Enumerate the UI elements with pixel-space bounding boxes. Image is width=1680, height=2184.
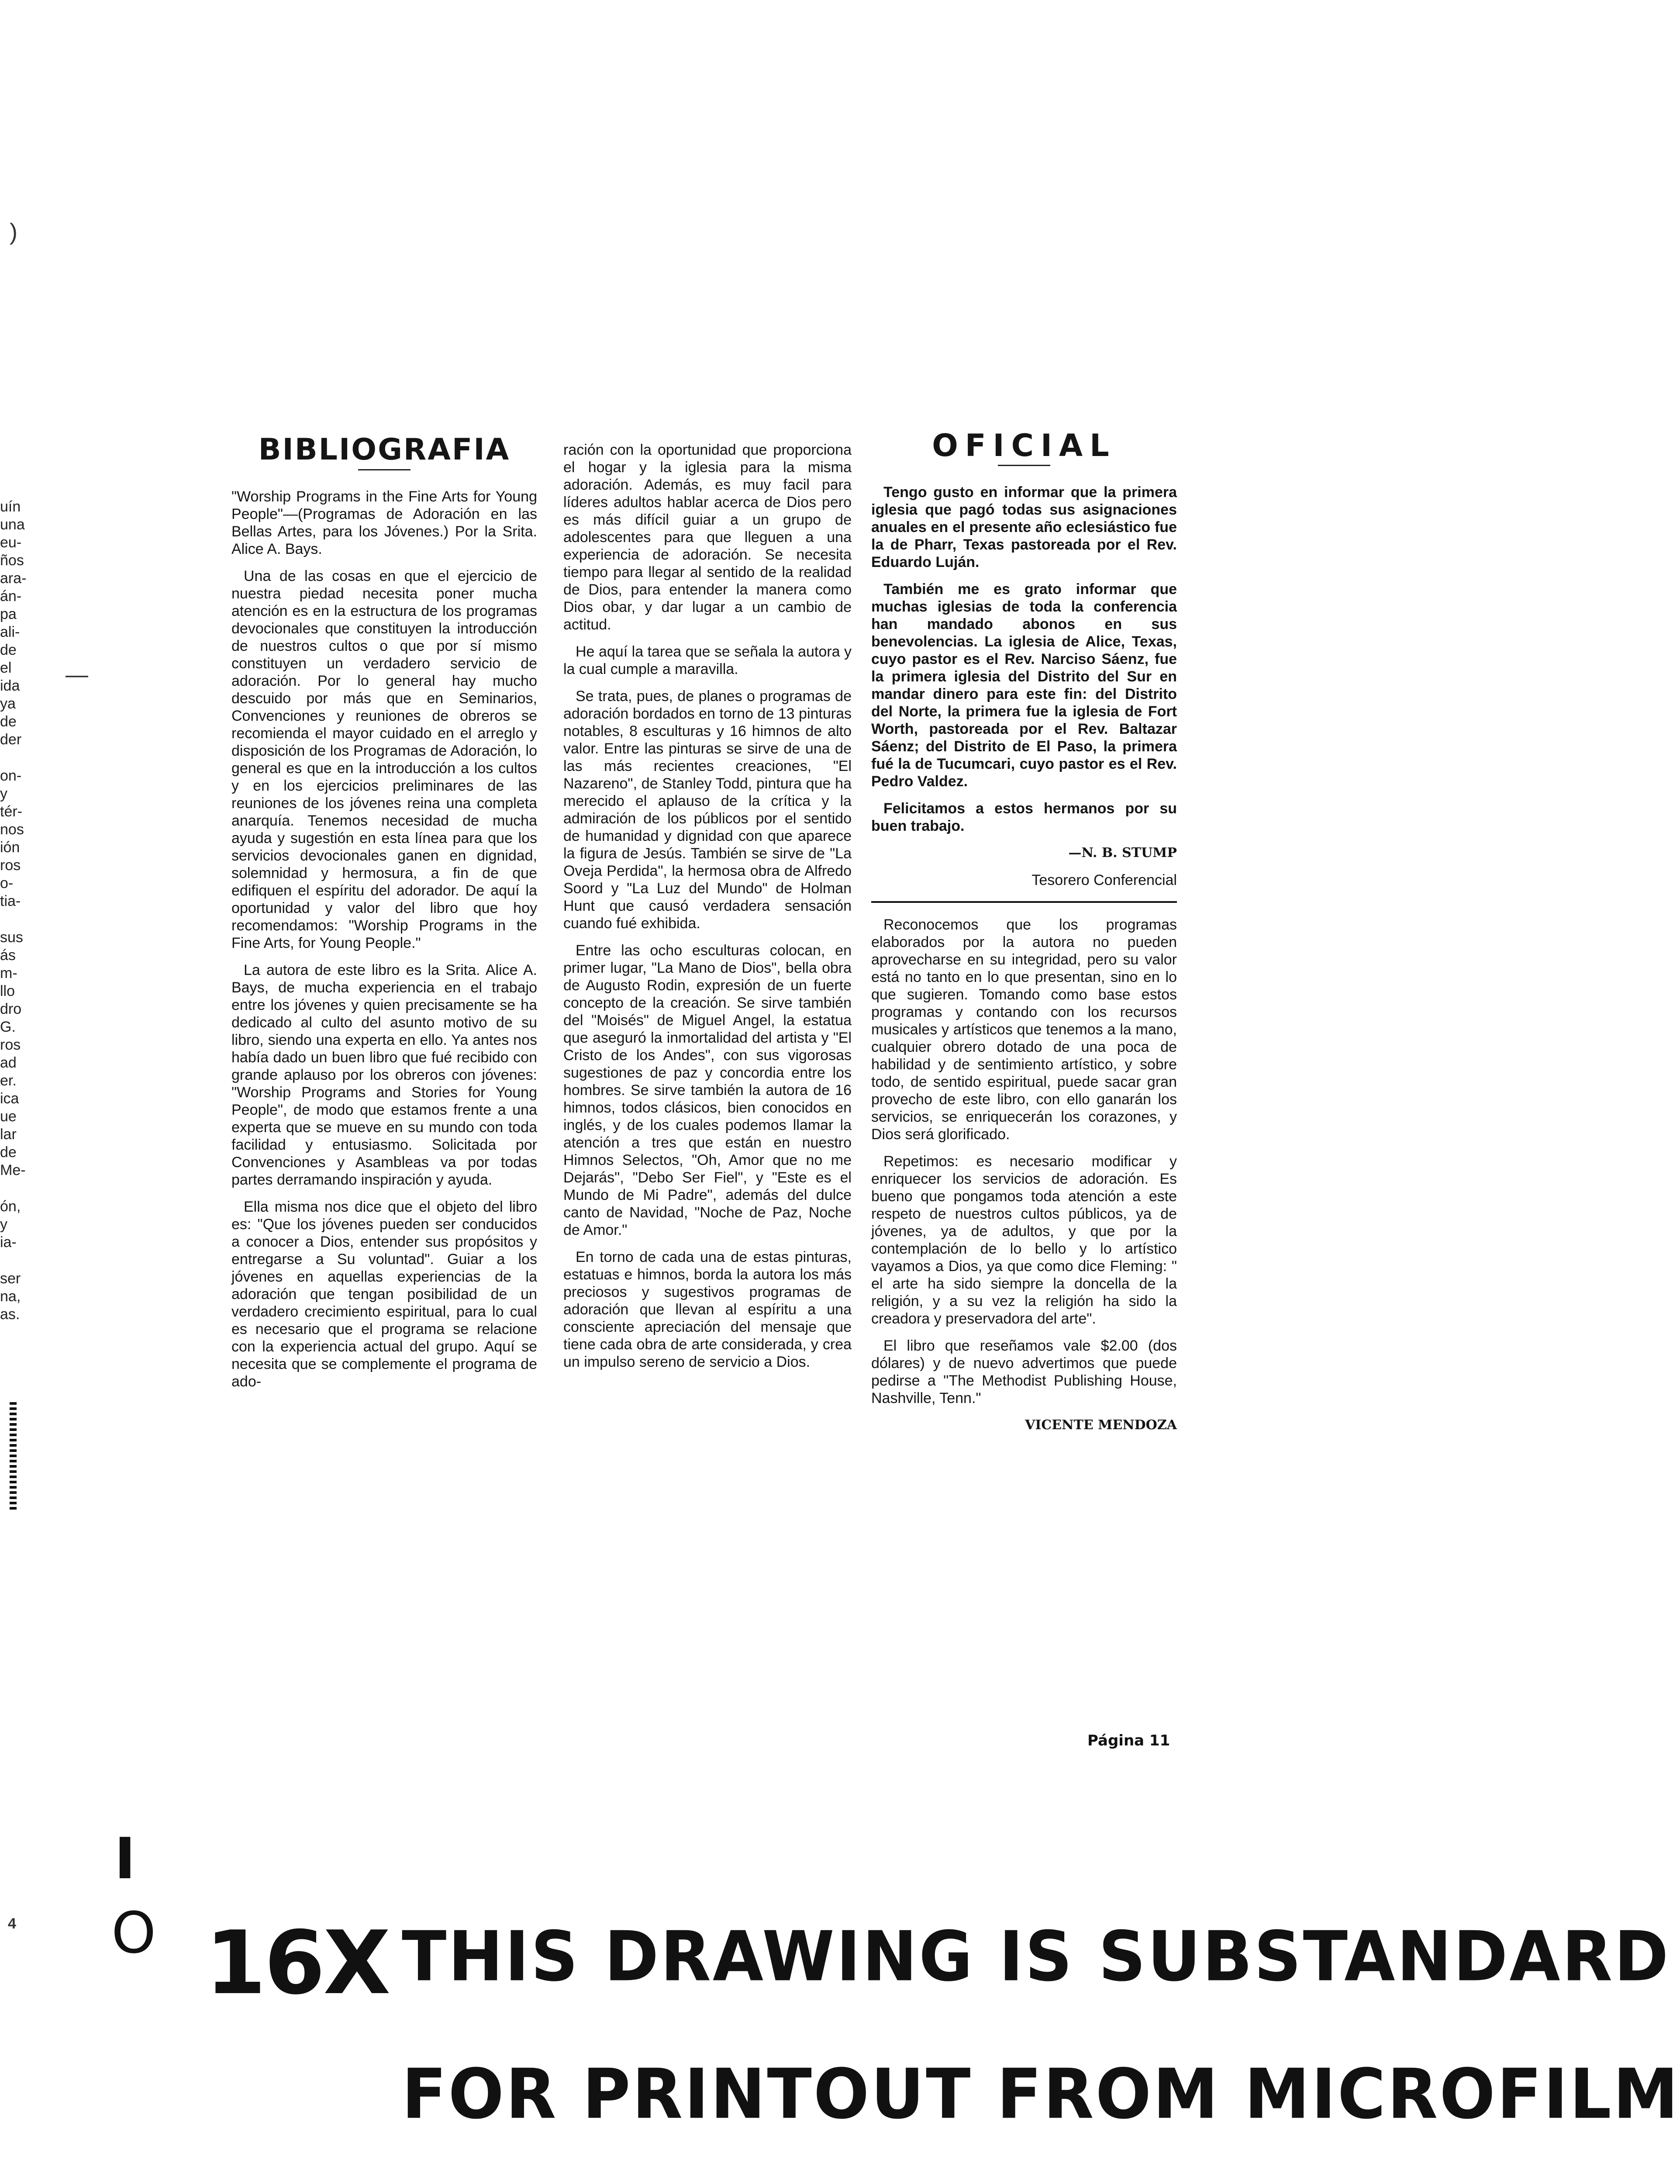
signature-title: Tesorero Conferencial	[1031, 872, 1177, 888]
margin-fragment: án-	[0, 588, 22, 605]
margin-fragment: m-	[0, 965, 17, 981]
article-paragraph: En torno de cada una de estas pinturas, estatuas e himnos, borda la autora los más preciosos y sugestivos programas de adoración que llevan al espíritu a una consciente apreciación del mensaje que tiene cada obra de arte considerada, y crea un impulso sereno de servicio a Dios.	[563, 1249, 852, 1370]
article-paragraph: Ella misma nos dice que el objeto del libro es: "Que los jóvenes pueden ser conducidos a conocer a Dios, entender sus propósitos y entregarse a Su voluntad". Guiar a los jóvenes en aquellas experiencias de la adoración que tengan posibilidad de un verdadero crecimiento espiritual, para lo cual es necesario que el programa se relacione con la experiencia actual del grupo. Aquí se necesita que se complemente el programa de ado-	[231, 1199, 537, 1390]
margin-fragment: na,	[0, 1288, 21, 1305]
margin-fragment: ad	[0, 1054, 17, 1071]
margin-gap	[0, 1251, 48, 1270]
margin-fragment: on-	[0, 767, 22, 784]
margin-fragment: uín	[0, 498, 21, 515]
margin-fragment: llo	[0, 983, 15, 999]
book-citation: "Worship Programs in the Fine Arts for Young People"—(Programas de Adoración en las Bellas Artes, para los Jóvenes.) Por la Srita. Alice A. Bays.	[231, 488, 537, 557]
margin-fragment: ara-	[0, 570, 27, 587]
margin-fragment: el	[0, 660, 12, 676]
microfilm-warning-line-2: FOR PRINTOUT FROM MICROFILM	[402, 2054, 1680, 2135]
margin-fragment: o-	[0, 875, 14, 892]
article-paragraph: La autora de este libro es la Srita. Alice A. Bays, de mucha experiencia en el trabajo entre los jóvenes y quien precisamente se ha dedicado al culto del asunto motivo de su libro, siendo una experta en ello. Ya antes nos había dado un buen libro que fué recibido con grande aplauso por los obreros con jóvenes: "Worship Programs and Stories for Young People", de modo que estamos frente a una experta que se mueve en su mundo con toda facilidad y entusiasmo. Solicitada por Convenciones y Asambleas va por todas partes derramando inspiración y ayuda.	[231, 962, 537, 1188]
bibliografia-column	[231, 432, 537, 1400]
page-number: Página 11	[1087, 1732, 1170, 1749]
article-paragraph: He aquí la tarea que se señala la autora y la cual cumple a maravilla.	[563, 643, 852, 677]
margin-fragment: ia-	[0, 1234, 17, 1251]
oficial-notice	[871, 484, 1177, 835]
margin-fragment: der	[0, 731, 22, 748]
margin-fragment: ños	[0, 552, 24, 569]
margin-fragment: ión	[0, 839, 20, 856]
middle-column	[563, 441, 852, 1380]
margin-fragment: ás	[0, 947, 16, 964]
author-signature: VICENTE MENDOZA	[1025, 1417, 1177, 1433]
margin-gap	[0, 1179, 48, 1198]
bibliografia-heading: BIBLIOGRAFIA	[258, 432, 511, 467]
article-paragraph: Una de las cosas en que el ejercicio de nuestra piedad necesita poner mucha atención es en la estructura de los programas devocionales que constituyen la introducción de nuestros cultos o que por sí mismo constituyen un verdadero servicio de adoración. Por lo general hay mucho descuido por más que en Seminarios, Convenciones y reuniones de obreros se recomienda el mayor cuidado en el arreglo y disposición de los Programas de Adoración, lo general es que en la introducción a los cultos y en los ejercicios preliminares de las reuniones de los jóvenes reina una completa anarquía. Tenemos necesidad de mucha ayuda y sugestión en esta línea para que los servicios devocionales ganen en dignidad, solemnidad y hermosura, a fin de que edifiquen el espíritu del adorador. De aquí la oportunidad y valor del libro que hoy recomendamos: "Worship Programs in the Fine Arts, for Young People."	[231, 568, 537, 951]
margin-fragment: una	[0, 516, 25, 533]
margin-fragment: eu-	[0, 534, 22, 551]
margin-fragment: y	[0, 1216, 7, 1233]
heading-divider	[998, 465, 1050, 466]
article-paragraph: El libro que reseñamos vale $2.00 (dos dólares) y de nuevo advertimos que puede pedirse a "The Methodist Publishing House, Nashville, Tenn."	[871, 1337, 1177, 1406]
stray-paren-mark: )	[10, 219, 17, 245]
margin-fragment: de	[0, 642, 17, 658]
margin-fragment: Me-	[0, 1162, 26, 1178]
notice-paragraph: También me es grato informar que muchas iglesias de toda la conferencia han mandado abonos en sus benevolencias. La iglesia de Alice, Texas, cuyo pastor es el Rev. Narciso Sáenz, fue la primera iglesia del Distrito del Sur en mandar dinero para este fin: del Distrito del Norte, la primera fue la iglesia de Fort Worth, pastoreada por el Rev. Baltazar Sáenz; del Distrito de El Paso, la primera fué la de Tucumcari, cuyo pastor es el Rev. Pedro Valdez.	[871, 581, 1177, 790]
margin-fragment: lar	[0, 1126, 17, 1143]
margin-fragment: ue	[0, 1108, 17, 1125]
margin-fragment: G.	[0, 1019, 16, 1035]
stamp-mark-i: I	[114, 1825, 136, 1892]
margin-fragment: ida	[0, 677, 20, 694]
margin-fragment: ya	[0, 695, 16, 712]
article-paragraph: Se trata, pues, de planes o programas de adoración bordados en torno de 13 pinturas notables, 8 esculturas y 16 himnos de alto valor. Entre las pinturas se sirve de una de las más recientes creaciones, "El Nazareno", de Stanley Todd, pintura que ha merecido el aplauso de la crítica y la admiración de los públicos por el sentido de humanidad y dignidad con que aparece la figura de Jesús. También se sirve de "La Oveja Perdida", la hermosa obra de Alfredo Soord y "La Luz del Mundo" de Holman Hunt que causó verdadera sensación cuando fué exhibida.	[563, 688, 852, 932]
article-paragraph: Reconocemos que los programas elaborados por la autora no pueden aprovecharse en su integridad, pero su valor está no tanto en lo que presentan, sino en lo que sugieren. Tomando como base estos programas y contando con los recursos musicales y artísticos que tenemos a la mano, cualquier obrero dotado de una poca de habilidad y de sentimiento artístico, y sobre todo, de sentido espiritual, puede sacar gran provecho de este libro, con ello ganarán los servicios, se enriquecerán los corazones, y Dios será glorificado.	[871, 916, 1177, 1143]
margin-fragment: de	[0, 1144, 17, 1161]
margin-fragment: sus	[0, 929, 23, 946]
reduction-ratio-stamp: 16X	[205, 1912, 389, 2014]
article-paragraph: ración con la oportunidad que proporciona el hogar y la iglesia para la misma adoración. Además, es muy facil para líderes adultos hablar acerca de Dios pero es más difícil guiar a un grupo de adolescentes para que lleguen a una experiencia de adoración. Se necesita tiempo para llegar al sentido de la realidad de Dios, para entender la manera como Dios obar, y dar lugar a un cambio de actitud.	[563, 442, 852, 633]
notice-paragraph: Felicitamos a estos hermanos por su buen trabajo.	[871, 800, 1177, 834]
article-paragraph: Entre las ocho esculturas colocan, en primer lugar, "La Mano de Dios", bella obra de Augusto Rodin, expresión de un fuerte concepto de la creación. Se sirve también del "Moisés" de Miguel Angel, la estatua que aseguró la inmortalidad del artista y "El Cristo de los Andes", con sus vigorosas sugestiones de paz y concordia entre los hombres. Se sirve también la autora de 16 himnos, todos clásicos, bien conocidos en inglés, y de los cuales podemos llamar la atención a tres que están en nuestro Himnos Selectos, "Oh, Amor que no me Dejarás", "Debo Ser Fiel", y "Este es el Mundo de Mi Padre", además del dulce canto de Navidad, "Noche de Paz, Noche de Amor."	[563, 942, 852, 1238]
margin-fragment: ser	[0, 1270, 21, 1287]
margin-fragment: ali-	[0, 624, 20, 640]
margin-fragment: dro	[0, 1001, 22, 1017]
margin-text-fragments	[0, 498, 48, 1324]
margin-fragment: y	[0, 785, 7, 802]
margin-fragment: tia-	[0, 893, 21, 909]
margin-fragment: ón,	[0, 1198, 21, 1215]
stray-dash-mark: —	[66, 662, 88, 688]
article-paragraph: Repetimos: es necesario modificar y enriquecer los servicios de adoración. Es bueno que pongamos toda atención a este respeto de nuestros cultos públicos, ya de jóvenes, ya de adultos, y que por la contemplación de lo bello y lo artístico vayamos a Dios, ya que como dice Fleming: " el arte ha sido siempre la doncella de la religión, y a su vez la religión ha sido la creadora y preservadora del arte".	[871, 1153, 1177, 1327]
margin-fragment: ros	[0, 857, 21, 874]
notice-paragraph: Tengo gusto en informar que la primera iglesia que pagó todas sus asignaciones anuales en el presente año eclesiástico fue la de Pharr, Texas pastoreada por el Rev. Eduardo Luján.	[871, 484, 1177, 570]
margin-fragment: pa	[0, 606, 17, 622]
margin-gap	[0, 749, 48, 767]
page-edge-number: 4	[8, 1915, 16, 1932]
margin-fragment: nos	[0, 821, 24, 838]
microfilm-warning-line-1: THIS DRAWING IS SUBSTANDARD	[402, 1917, 1670, 1997]
oficial-heading: OFICIAL	[932, 428, 1116, 463]
margin-fragment: de	[0, 713, 17, 730]
margin-fragment: ros	[0, 1037, 21, 1053]
margin-fragment: as.	[0, 1306, 20, 1323]
heading-divider	[358, 469, 411, 470]
signature-name: —N. B. STUMP	[1068, 845, 1177, 860]
margin-fragment: er.	[0, 1072, 17, 1089]
film-edge-mark	[10, 1402, 17, 1511]
stamp-mark-o: O	[111, 1900, 156, 1966]
margin-gap	[0, 910, 48, 929]
margin-fragment: tér-	[0, 803, 22, 820]
oficial-column	[871, 428, 1177, 1444]
margin-fragment: ica	[0, 1090, 19, 1107]
section-divider	[871, 901, 1177, 903]
